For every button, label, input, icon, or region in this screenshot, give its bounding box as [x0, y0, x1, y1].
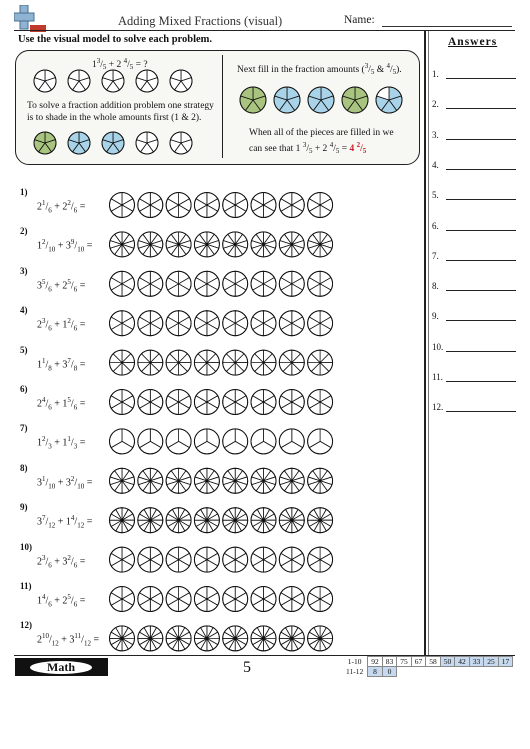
example-right-text-3: can see that 1 $^3/_5 + 2$ $^4/_5 = 4$ $^2/_5$ — [249, 141, 367, 155]
score-cell: 67 — [411, 657, 426, 667]
example-question: $1^3/_5 + 2$ $^4/_5$ = ? — [92, 57, 148, 71]
score-cell: 25 — [484, 657, 499, 667]
fraction-circle — [251, 626, 276, 651]
problem-expression: $2^3/_6 + 1^2/_6$ = — [37, 317, 86, 333]
example-left-text-1: To solve a fraction addition problem one strategy — [27, 101, 214, 111]
fraction-circle — [166, 587, 191, 612]
fraction-circle — [194, 350, 219, 375]
fraction-circle — [279, 547, 304, 572]
fraction-circle — [138, 271, 163, 296]
problem-number: 9) — [20, 502, 28, 513]
score-row-label: 11-12 — [346, 667, 364, 676]
problem-expression: $1^2/_{10} + 3^9/_{10}$ = — [37, 238, 93, 254]
fraction-circle — [223, 626, 248, 651]
fraction-circle — [166, 626, 191, 651]
fraction-circle — [110, 193, 135, 218]
problem-number: 2) — [20, 226, 28, 237]
fraction-circle — [279, 508, 304, 533]
fraction-circle — [279, 350, 304, 375]
problem-expression: $2^{10}/_{12} + 3^{11}/_{12}$ = — [37, 632, 100, 648]
instructions: Use the visual model to solve each problem. — [18, 34, 213, 45]
problem-number: 6) — [20, 384, 28, 394]
fraction-circle — [138, 547, 163, 572]
answer-number: 7. — [432, 250, 439, 261]
score-cell: 75 — [397, 657, 412, 667]
fraction-circle — [138, 350, 163, 375]
fraction-circle — [223, 587, 248, 612]
fraction-circle — [110, 350, 135, 375]
fraction-circle — [279, 232, 304, 257]
problem-number: 3) — [20, 265, 28, 276]
score-cell: 0 — [382, 667, 397, 677]
fraction-circle — [110, 311, 135, 336]
fraction-circle — [308, 193, 333, 218]
problem-expression: $1^2/_3 + 1^1/_3$ = — [37, 435, 86, 451]
problem-number: 8) — [20, 462, 28, 473]
fraction-circle — [279, 271, 304, 296]
fraction-circle — [308, 271, 333, 296]
answer-number: 5. — [432, 190, 439, 201]
fraction-circle — [251, 311, 276, 336]
score-cell: 58 — [426, 657, 441, 667]
fraction-circle — [166, 193, 191, 218]
fraction-circle — [223, 429, 248, 454]
fraction-circle — [251, 390, 276, 415]
score-cell: 83 — [382, 657, 397, 667]
fraction-circle — [279, 311, 304, 336]
problem-number: 4) — [20, 305, 28, 316]
answer-number: 12. — [432, 402, 444, 413]
fraction-circle — [194, 508, 219, 533]
problem-number: 7) — [20, 423, 28, 434]
fraction-circle — [166, 350, 191, 375]
problem-expression: $1^4/_6 + 2^5/_6$ = — [37, 593, 86, 609]
score-row-label: 1-10 — [347, 657, 362, 666]
fraction-circle — [110, 468, 135, 493]
fraction-circle — [223, 547, 248, 572]
fraction-circle — [194, 311, 219, 336]
problem-number: 12) — [20, 620, 32, 631]
problem-expression: $1^1/_8 + 3^7/_8$ = — [37, 356, 86, 372]
answer-number: 11. — [432, 372, 443, 382]
fraction-circle — [279, 468, 304, 493]
fraction-circle — [110, 390, 135, 415]
page-title: Adding Mixed Fractions (visual) — [118, 14, 283, 28]
fraction-circle — [138, 429, 163, 454]
fraction-circle — [279, 193, 304, 218]
fraction-circle — [223, 508, 248, 533]
fraction-circle — [194, 193, 219, 218]
problem-number: 5) — [20, 344, 28, 355]
fraction-circle — [308, 390, 333, 415]
fraction-circle — [251, 547, 276, 572]
fraction-circle — [279, 587, 304, 612]
fraction-circle — [110, 429, 135, 454]
score-cell: 42 — [455, 657, 470, 667]
name-label: Name: — [344, 14, 375, 26]
answer-number: 4. — [432, 159, 439, 170]
problem-number: 11) — [20, 581, 32, 591]
answer-number: 8. — [432, 281, 439, 292]
fraction-circle — [166, 547, 191, 572]
fraction-circle — [251, 587, 276, 612]
problem-expression: $2^3/_6 + 3^2/_6$ = — [37, 553, 86, 569]
fraction-circle — [308, 311, 333, 336]
fraction-circle — [308, 350, 333, 375]
fraction-circle — [166, 508, 191, 533]
fraction-circle — [308, 232, 333, 257]
fraction-circle — [110, 508, 135, 533]
fraction-circle — [194, 587, 219, 612]
answer-number: 6. — [432, 220, 439, 231]
problem-expression: $3^5/_6 + 2^5/_6$ = — [37, 277, 86, 294]
answer-number: 9. — [432, 311, 439, 322]
problem-expression: $2^1/_6 + 2^2/_6$ = — [37, 199, 86, 215]
fraction-circle — [223, 232, 248, 257]
subject-label: Math — [30, 661, 92, 674]
fraction-circle — [194, 626, 219, 651]
answer-number: 2. — [432, 99, 439, 110]
fraction-circle — [279, 626, 304, 651]
fraction-circle — [110, 626, 135, 651]
fraction-circle — [194, 390, 219, 415]
fraction-circle — [308, 587, 333, 612]
problem-expression: $2^4/_6 + 1^5/_6$ = — [37, 396, 86, 412]
problem-expression: $3^7/_{12} + 1^4/_{12}$ = — [37, 514, 93, 530]
fraction-circle — [166, 429, 191, 454]
example-right-text-2: When all of the pieces are filled in we — [249, 128, 394, 138]
fraction-circle — [166, 390, 191, 415]
fraction-circle — [138, 390, 163, 415]
fraction-circle — [308, 508, 333, 533]
fraction-circle — [308, 468, 333, 493]
fraction-circle — [251, 271, 276, 296]
fraction-circle — [251, 429, 276, 454]
score-cell: 92 — [368, 657, 383, 667]
fraction-circle — [251, 232, 276, 257]
answer-number: 1. — [432, 69, 439, 79]
answers-title: Answers — [448, 36, 498, 48]
fraction-circle — [110, 587, 135, 612]
fraction-circle — [308, 429, 333, 454]
score-cell: 50 — [440, 657, 455, 667]
fraction-circle — [223, 390, 248, 415]
fraction-circle — [251, 468, 276, 493]
fraction-circle — [166, 232, 191, 257]
fraction-circle — [251, 350, 276, 375]
score-cell: 8 — [368, 667, 383, 677]
score-cell: 17 — [498, 657, 513, 667]
fraction-circle — [138, 508, 163, 533]
fraction-circle — [166, 271, 191, 296]
fraction-circle — [110, 547, 135, 572]
fraction-circle — [138, 626, 163, 651]
fraction-circle — [223, 350, 248, 375]
fraction-circle — [223, 193, 248, 218]
page-number: 5 — [243, 659, 251, 676]
fraction-circle — [223, 271, 248, 296]
fraction-circle — [251, 508, 276, 533]
fraction-circle — [166, 468, 191, 493]
fraction-circle — [138, 311, 163, 336]
fraction-circle — [223, 311, 248, 336]
fraction-circle — [223, 468, 248, 493]
fraction-circle — [110, 271, 135, 296]
fraction-circle — [251, 193, 276, 218]
answer-number: 3. — [432, 129, 439, 140]
answer-number: 10. — [432, 341, 444, 352]
fraction-circle — [279, 390, 304, 415]
fraction-circle — [279, 429, 304, 454]
fraction-circle — [138, 468, 163, 493]
fraction-circle — [166, 311, 191, 336]
fraction-circle — [138, 587, 163, 612]
example-right-text-1: Next fill in the fraction amounts ($^3/_5$ & $^4/_5$). — [237, 62, 402, 76]
fraction-circle — [138, 193, 163, 218]
fraction-circle — [194, 547, 219, 572]
fraction-circle — [194, 271, 219, 296]
fraction-circle — [110, 232, 135, 257]
problem-number: 1) — [20, 187, 28, 197]
fraction-circle — [194, 468, 219, 493]
fraction-circle — [308, 547, 333, 572]
example-left-text-2: is to shade in the whole amounts first (1 & 2). — [27, 113, 202, 123]
fraction-circle — [194, 429, 219, 454]
score-cell: 33 — [469, 657, 484, 667]
fraction-circle — [308, 626, 333, 651]
problem-number: 10) — [20, 541, 32, 552]
example-answer: 4 $^2/_5$ — [349, 141, 367, 155]
fraction-circle — [194, 232, 219, 257]
problem-expression: $3^1/_{10} + 3^2/_{10}$ = — [37, 474, 93, 491]
score-table — [343, 656, 513, 677]
fraction-circle — [138, 232, 163, 257]
